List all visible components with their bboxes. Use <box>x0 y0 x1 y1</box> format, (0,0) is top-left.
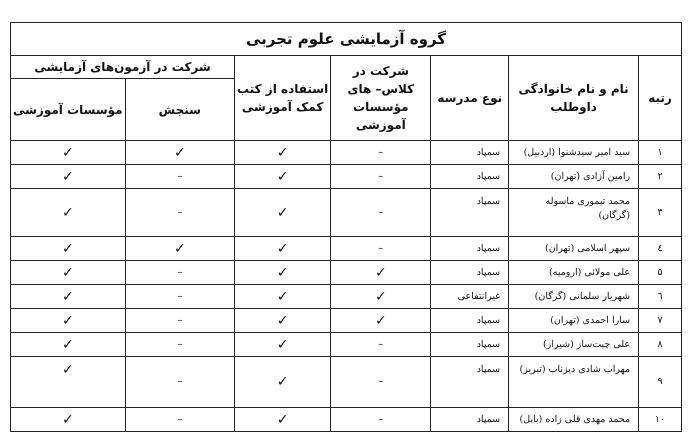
header-school-type: نوع مدرسه <box>431 56 509 141</box>
class-cell: – <box>331 189 431 237</box>
header-exam-group: شرکت در آزمون‌های آزمایشی <box>11 56 235 79</box>
class-cell: ✓ <box>331 261 431 285</box>
sanjesh-cell: ✓ <box>125 141 234 165</box>
header-class: شرکت در کلاس– های مؤسسات آموزشی <box>331 56 431 141</box>
rank-cell: ۵ <box>639 261 682 285</box>
school-cell: غیرانتفاعی <box>431 285 509 309</box>
table-title: گروه آزمایشی علوم تجربی <box>11 23 682 56</box>
books-cell: ✓ <box>235 333 331 357</box>
name-cell: علی مولائی (ارومیه) <box>509 261 639 285</box>
name-cell: سپهر اسلامی (تهران) <box>509 237 639 261</box>
rank-cell: ٦ <box>639 285 682 309</box>
class-cell: – <box>331 237 431 261</box>
class-cell: – <box>331 408 431 432</box>
sanjesh-cell: – <box>125 285 234 309</box>
table-row <box>11 333 682 357</box>
name-cell: سارا احمدی (تهران) <box>509 309 639 333</box>
school-cell: سمپاد <box>431 141 509 165</box>
institutes-cell: ✓ <box>11 165 126 189</box>
name-cell: محمد تیموری ماسوله (گرگان) <box>509 189 639 237</box>
header-sanjesh: سنجش <box>125 79 234 141</box>
rank-cell: ٤ <box>639 237 682 261</box>
table-row <box>11 141 682 165</box>
institutes-cell: ✓ <box>11 309 126 333</box>
name-cell: رامین آزادی (تهران) <box>509 165 639 189</box>
books-cell: ✓ <box>235 237 331 261</box>
class-cell: – <box>331 333 431 357</box>
institutes-cell: ✓ <box>11 141 126 165</box>
table-row <box>11 309 682 333</box>
school-cell: سمپاد <box>431 165 509 189</box>
name-cell: مهراب شادی دیزناب (تبریز) <box>509 357 639 408</box>
school-cell: سمپاد <box>431 189 509 237</box>
institutes-cell: ✓ <box>11 408 126 432</box>
books-cell: ✓ <box>235 357 331 408</box>
table-row <box>11 261 682 285</box>
books-cell: ✓ <box>235 309 331 333</box>
table-row <box>11 189 682 237</box>
sanjesh-cell: ✓ <box>125 237 234 261</box>
class-cell: ✓ <box>331 309 431 333</box>
class-cell: – <box>331 357 431 408</box>
header-rank: رتبه <box>639 56 682 141</box>
sanjesh-cell: – <box>125 408 234 432</box>
table-row <box>11 237 682 261</box>
header-institutes: مؤسسات آموزشی <box>11 79 126 141</box>
table-row <box>11 408 682 432</box>
rank-cell: ۷ <box>639 309 682 333</box>
name-cell: علی چیت‌ساز (شیراز) <box>509 333 639 357</box>
books-cell: ✓ <box>235 285 331 309</box>
institutes-cell: ✓ <box>11 189 126 237</box>
results-table <box>10 22 682 432</box>
institutes-cell: ✓ <box>11 261 126 285</box>
school-cell: سمپاد <box>431 333 509 357</box>
school-cell: سمپاد <box>431 309 509 333</box>
books-cell: ✓ <box>235 141 331 165</box>
sanjesh-cell: – <box>125 333 234 357</box>
rank-cell: ۱۰ <box>639 408 682 432</box>
institutes-cell: ✓ <box>11 285 126 309</box>
table-row <box>11 165 682 189</box>
school-cell: سمپاد <box>431 357 509 408</box>
class-cell: ✓ <box>331 285 431 309</box>
name-cell: شهریار سلمانی (گرگان) <box>509 285 639 309</box>
rank-cell: ۳ <box>639 189 682 237</box>
class-cell: – <box>331 165 431 189</box>
rank-cell: ۹ <box>639 357 682 408</box>
sanjesh-cell: – <box>125 261 234 285</box>
institutes-cell: ✓ <box>11 357 126 408</box>
books-cell: ✓ <box>235 189 331 237</box>
books-cell: ✓ <box>235 261 331 285</box>
institutes-cell: ✓ <box>11 333 126 357</box>
institutes-cell: ✓ <box>11 237 126 261</box>
school-cell: سمپاد <box>431 261 509 285</box>
books-cell: ✓ <box>235 408 331 432</box>
header-name: نام و نام خانوادگی داوطلب <box>509 56 639 141</box>
class-cell: – <box>331 141 431 165</box>
table-row <box>11 357 682 408</box>
table-row <box>11 285 682 309</box>
name-cell: سید امیر سیدشنوا (اردبیل) <box>509 141 639 165</box>
rank-cell: ۱ <box>639 141 682 165</box>
sanjesh-cell: – <box>125 309 234 333</box>
school-cell: سمپاد <box>431 237 509 261</box>
rank-cell: ۸ <box>639 333 682 357</box>
school-cell: سمپاد <box>431 408 509 432</box>
sanjesh-cell: – <box>125 165 234 189</box>
rank-cell: ۲ <box>639 165 682 189</box>
name-cell: محمد مهدی قلی زاده (بابل) <box>509 408 639 432</box>
books-cell: ✓ <box>235 165 331 189</box>
sanjesh-cell: – <box>125 357 234 408</box>
sanjesh-cell: – <box>125 189 234 237</box>
header-books: استفاده از کتب کمک آموزشی <box>235 56 331 141</box>
results-table-container <box>10 22 682 432</box>
